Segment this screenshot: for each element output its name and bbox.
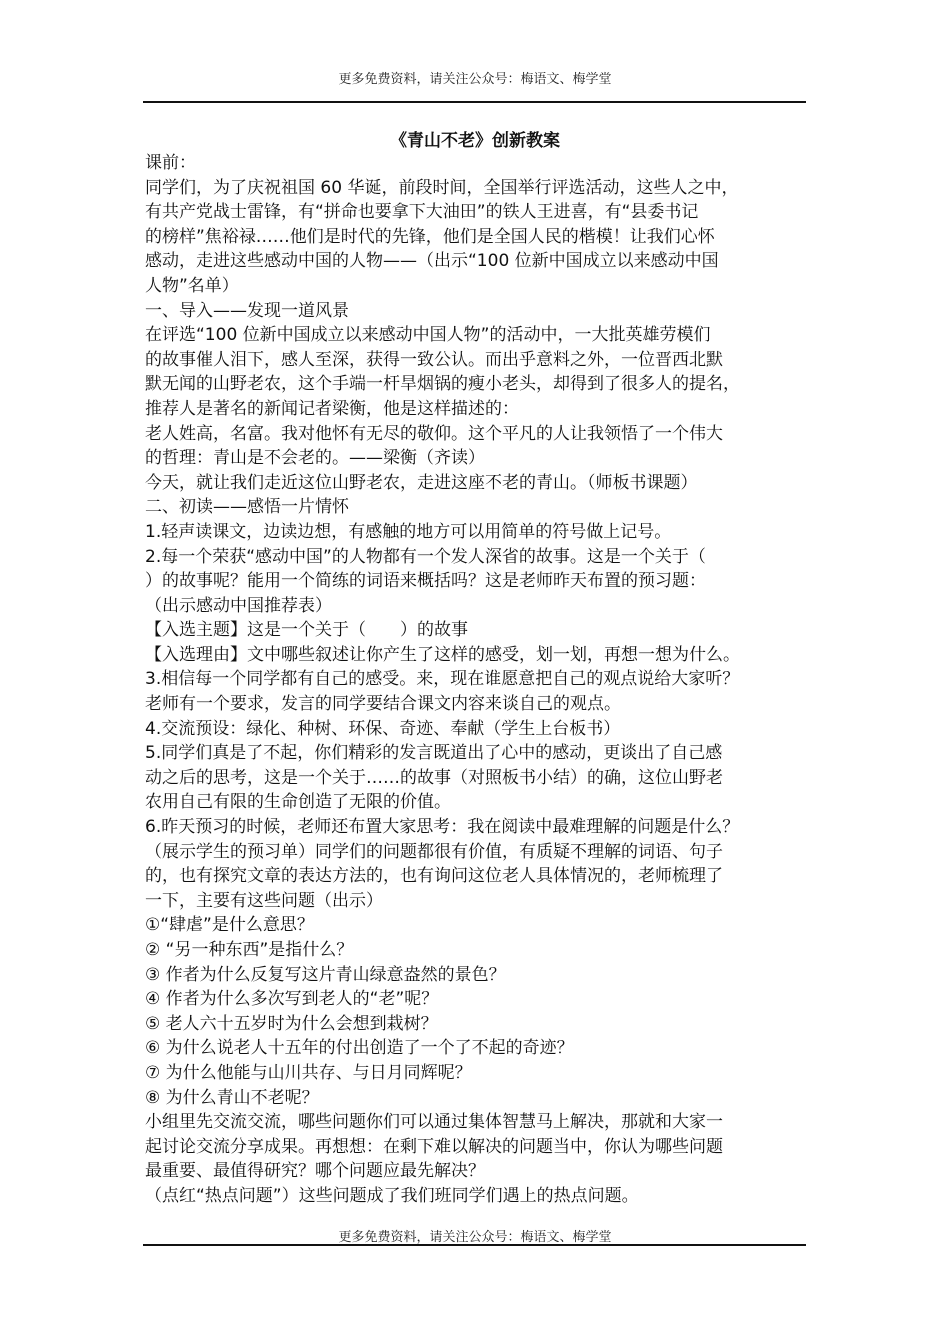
text-line: 的，也有探究文章的表达方法的，也有询问这位老人具体情况的，老师梳理了 [145,866,723,887]
text-line: 【入选主题】这是一个关于（ ）的故事 [145,620,468,641]
text-line: 有共产党战士雷锋，有“拼命也要拿下大油田”的铁人王进喜，有“县委书记 [145,202,699,223]
text-line: ）的故事呢？能用一个简练的词语来概括吗？这是老师昨天布置的预习题： [145,571,706,592]
text-line: 二、初读——感悟一片情怀 [145,497,349,518]
text-line: 老师有一个要求，发言的同学要结合课文内容来谈自己的观点。 [145,694,621,715]
text-line: 5.同学们真是了不起，你们精彩的发言既道出了心中的感动，更谈出了自己感 [145,743,723,764]
text-line: 1.轻声读课文，边读边想，有感触的地方可以用简单的符号做上记号。 [145,521,672,542]
text-line: 2.每一个荣获“感动中国”的人物都有一个发人深省的故事。这是一个关于（ [145,546,706,567]
text-line: ⑥ 为什么说老人十五年的付出创造了一个了不起的奇迹？ [145,1038,574,1059]
text-line: 3.相信每一个同学都有自己的感受。来，现在谁愿意把自己的观点说给大家听？ [145,669,740,690]
text-line: 最重要、最值得研究？哪个问题应最先解决？ [145,1161,485,1182]
text-line: 在评选“100 位新中国成立以来感动中国人物”的活动中，一大批英雄劳模们 [145,325,711,346]
text-line: ⑦ 为什么他能与山川共存、与日月同辉呢？ [145,1062,472,1083]
text-line: 的榜样”焦裕禄……他们是时代的先锋，他们是全国人民的楷模！让我们心怀 [145,226,715,247]
header-rule [143,101,806,103]
text-line: ② “另一种东西”是指什么？ [145,940,354,960]
footer-rule [143,1244,806,1246]
text-line: 同学们，为了庆祝祖国 60 华诞，前段时间，全国举行评选活动，这些人之中， [145,177,739,198]
text-line: 动之后的思考，这是一个关于……的故事（对照板书小结）的确，这位山野老 [145,767,723,788]
text-line: 的故事催人泪下，感人至深，获得一致公认。而出乎意料之外，一位晋西北默 [145,349,723,370]
text-line: （点红“热点问题”）这些问题成了我们班同学们遇上的热点问题。 [145,1185,639,1206]
text-line: （出示感动中国推荐表） [145,595,332,616]
text-line: 的哲理：青山是不会老的。——梁衡（齐读） [145,448,485,469]
text-line: ⑤ 老人六十五岁时为什么会想到栽树？ [145,1013,438,1034]
text-line: 【入选理由】文中哪些叙述让你产生了这样的感受，划一划，再想一想为什么。 [145,644,740,665]
text-line: ③ 作者为什么反复写这片青山绿意盎然的景色？ [145,964,506,985]
text-line: 推荐人是著名的新闻记者梁衡，他是这样描述的： [145,398,519,419]
text-line: 感动，走进这些感动中国的人物——（出示“100 位新中国成立以来感动中国 [145,251,719,272]
page-header-text: 更多免费资料，请关注公众号：梅语文、梅学堂 [338,72,612,87]
text-line: （展示学生的预习单）同学们的问题都很有价值，有质疑不理解的词语、句子 [145,841,723,862]
text-line: 默无闻的山野老农，这个手端一杆旱烟锅的瘦小老头，却得到了很多人的提名， [145,374,740,395]
text-line: 一、导入——发现一道风景 [145,300,349,321]
text-line: ⑧ 为什么青山不老呢？ [145,1087,319,1108]
text-line: 一下，主要有这些问题（出示） [145,890,383,911]
document-title: 《青山不老》创新教案 [390,131,560,151]
text-line: ①“肆虐”是什么意思？ [145,915,314,936]
text-line: 今天，就让我们走近这位山野老农，走进这座不老的青山。（师板书课题） [145,472,698,493]
text-line: 人物”名单） [145,275,239,296]
text-line: 小组里先交流交流，哪些问题你们可以通过集体智慧马上解决，那就和大家一 [145,1112,723,1133]
page-footer-text: 更多免费资料，请关注公众号：梅语文、梅学堂 [338,1230,612,1245]
text-line: 农用自己有限的生命创造了无限的价值。 [145,792,451,813]
text-line: 6.昨天预习的时候，老师还布置大家思考：我在阅读中最难理解的问题是什么？ [145,817,740,838]
document-body [145,151,810,1209]
text-line: 老人姓高，名富。我对他怀有无尽的敬仰。这个平凡的人让我领悟了一个伟大 [145,423,723,444]
text-line: ④ 作者为什么多次写到老人的“老”呢？ [145,989,439,1010]
text-line: 4.交流预设：绿化、种树、环保、奇迹、奉献（学生上台板书） [145,718,621,739]
text-line: 起讨论交流分享成果。再想想：在剩下难以解决的问题当中，你认为哪些问题 [145,1136,723,1157]
text-line: 课前： [145,153,196,173]
